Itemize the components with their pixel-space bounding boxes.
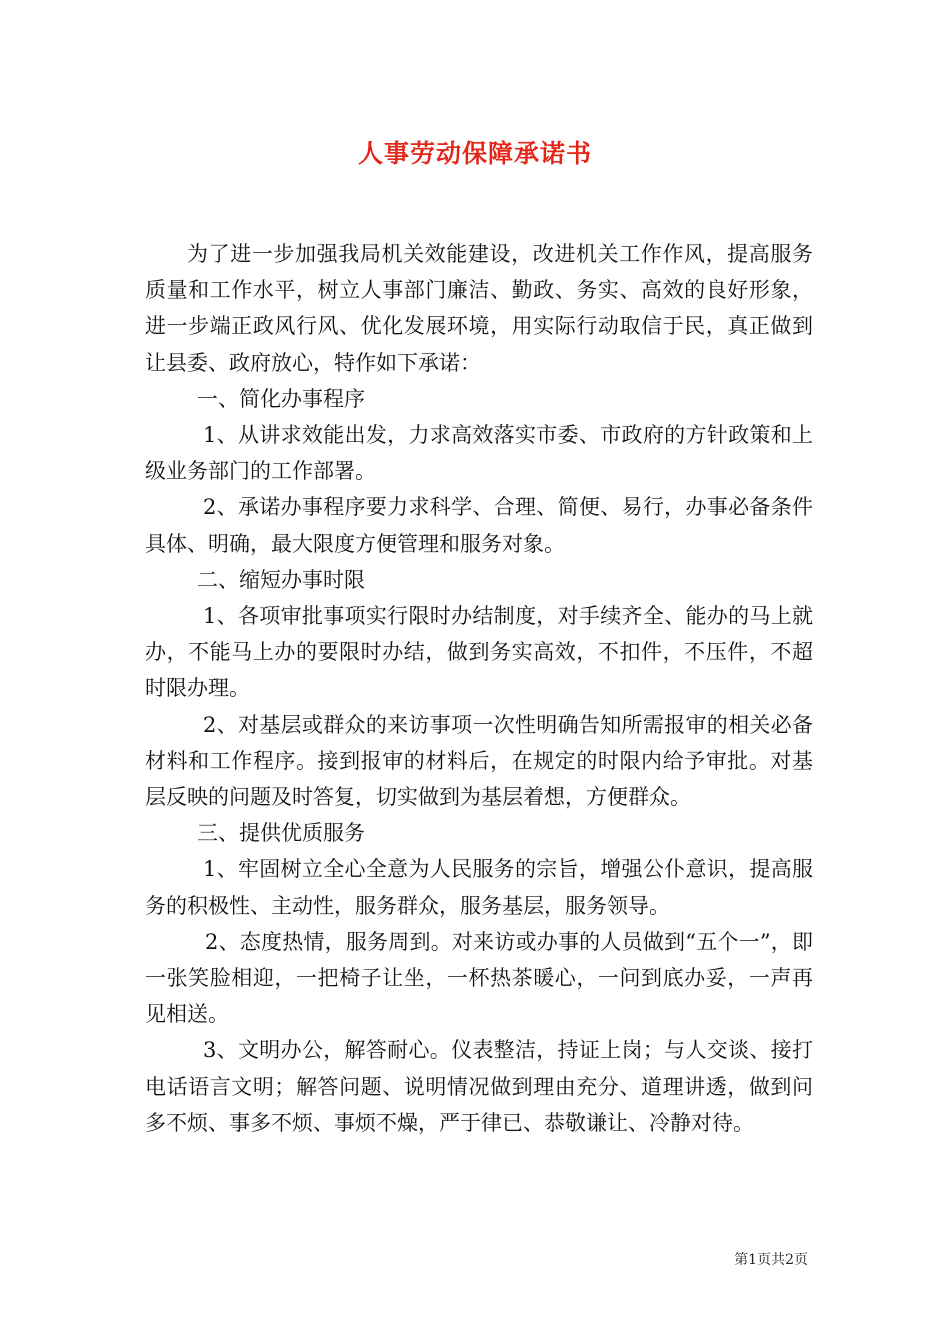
section-heading-3: 三、提供优质服务 — [197, 821, 365, 846]
section-3-item-1: 1、牢固树立全心全意为人民服务的宗旨，增强公仆意识，提高服务的积极性、主动性，服务群众，服务基层，服务领导。 — [145, 857, 813, 918]
section-3-item-2: 2、态度热情，服务周到。对来访或办事的人员做到“五个一”，即一张笑脸相迎，一把椅子让坐，一杯热茶暖心，一问到底办妥，一声再见相送。 — [145, 929, 813, 1027]
section-3-item-3: 3、文明办公，解答耐心。仪表整洁，持证上岗；与人交谈、接打电话语言文明；解答问题、说明情况做到理由充分、道理讲透，做到问多不烦、事多不烦、事烦不燥，严于律已、恭敬谦让、冷静对待。 — [145, 1038, 813, 1135]
section-heading-1: 一、简化办事程序 — [197, 386, 365, 411]
page-number: 第1页共2页 — [734, 1252, 808, 1268]
document-body — [145, 236, 813, 1141]
document-title: 人事劳动保障承诺书 — [357, 139, 592, 168]
section-1-item-2: 2、承诺办事程序要力求科学、合理、简便、易行，办事必备条件具体、明确，最大限度方便管理和服务对象。 — [145, 495, 813, 556]
intro-paragraph: 为了进一步加强我局机关效能建设，改进机关工作作风，提高服务质量和工作水平，树立人事部门廉洁、勤政、务实、高效的良好形象，进一步端正政风行风、优化发展环境，用实际行动取信于民，真正做到让县委、政府放心，特作如下承诺： — [145, 242, 813, 375]
section-1-item-1: 1、从讲求效能出发，力求高效落实市委、市政府的方针政策和上级业务部门的工作部署。 — [145, 423, 813, 484]
section-2-item-1: 1、各项审批事项实行限时办结制度，对手续齐全、能办的马上就办，不能马上办的要限时办结，做到务实高效，不扣件，不压件，不超时限办理。 — [145, 604, 813, 701]
section-2-item-2: 2、对基层或群众的来访事项一次性明确告知所需报审的相关必备材料和工作程序。接到报审的材料后，在规定的时限内给予审批。对基层反映的问题及时答复，切实做到为基层着想，方便群众。 — [145, 712, 813, 810]
section-heading-2: 二、缩短办事时限 — [197, 567, 365, 592]
